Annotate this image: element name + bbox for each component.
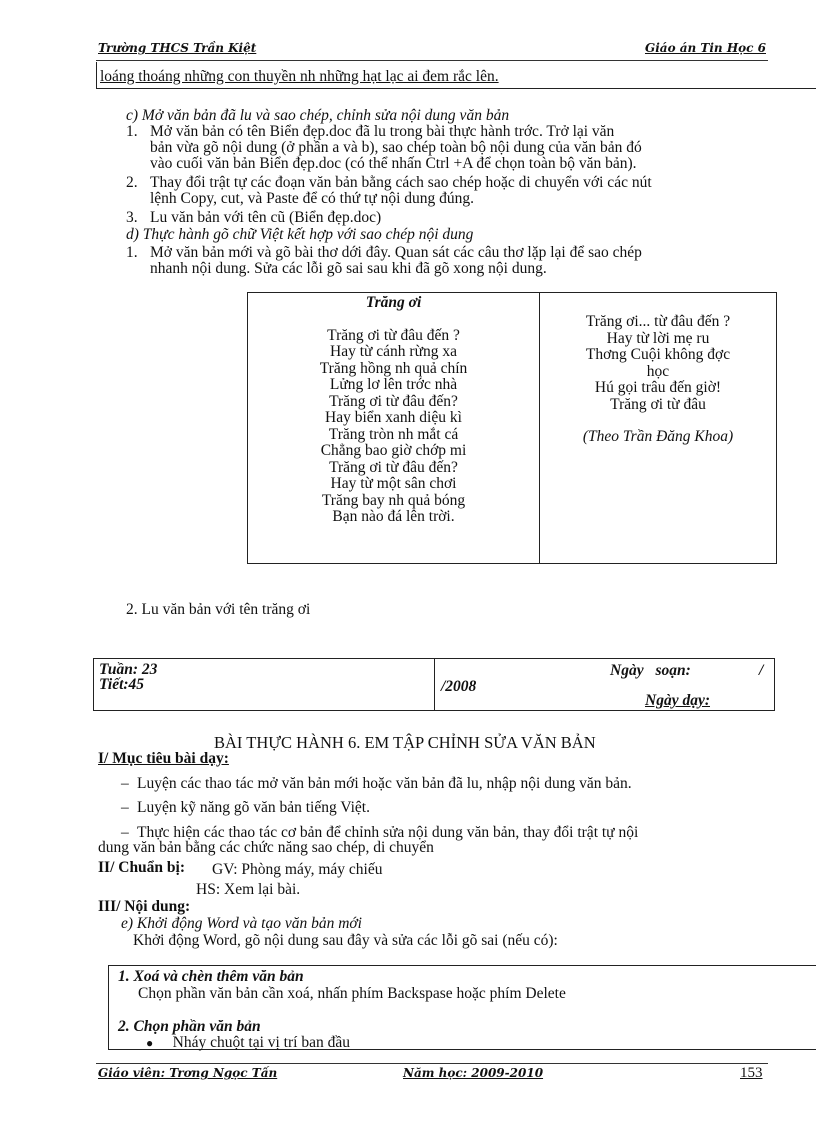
content-subheading: e) Khởi động Word và tạo văn bản mới — [121, 915, 362, 932]
lesson-info-divider — [434, 659, 435, 710]
section-c-item-2-num: 2. — [126, 174, 138, 191]
content-box-paragraph-1: Chọn phần văn bản cần xoá, nhấn phím Backspase hoặc phím Delete — [138, 985, 566, 1002]
poem-right-line: Hú gọi trâu đến giờ! — [594, 379, 722, 396]
poem-left-line: Trăng tròn nh mắt cá — [328, 425, 459, 443]
lesson-title: BÀI THỰC HÀNH 6. EM TẬP CHỈNH SỬA VĂN BẢN — [214, 733, 596, 752]
lesson-year: /2008 — [441, 678, 477, 695]
poem-left-line: Trăng ơi từ đâu đến ? — [327, 326, 460, 344]
content-heading: III/ Nội dung: — [98, 898, 191, 915]
poem-left-line: Chẳng bao giờ chớp mi — [320, 442, 467, 459]
content-box-heading-2: 2. Chọn phần văn bản — [118, 1018, 261, 1035]
save-instruction: 2. Lu văn bản với tên trăng ơi — [126, 601, 311, 618]
poem-left-line: Hay từ cánh rừng xa — [330, 343, 457, 360]
dash-icon: – — [121, 799, 129, 816]
poem-right-line: Thơng Cuội không đợc — [585, 346, 731, 363]
objective-continuation: dung văn bản bằng các chức năng sao chép, di chuyển — [98, 839, 434, 856]
poem-left-line: Lửng lơ lên trớc nhà — [329, 376, 458, 393]
poem-left-column — [248, 295, 539, 526]
section-d-item-1-num: 1. — [126, 244, 138, 261]
section-c-item-3-num: 3. — [126, 209, 138, 226]
poem-right-line: Hay từ lời mẹ ru — [606, 329, 710, 347]
preparation-student: HS: Xem lại bài. — [196, 881, 301, 898]
poem-author: (Theo Trần Đăng Khoa) — [582, 428, 734, 445]
lesson-prep-date: Ngày soạn: — [610, 662, 691, 679]
section-c-item-1-num: 1. — [126, 123, 138, 140]
poem-right-column — [540, 314, 776, 446]
poem-right-line: Trăng ơi từ đâu — [610, 395, 706, 413]
section-c-item-2-line-2: lệnh Copy, cut, và Paste để có thứ tự nội dung đúng. — [150, 190, 475, 207]
dash-icon: – — [121, 775, 129, 792]
content-intro: Khởi động Word, gõ nội dung sau đây và sửa các lỗi gõ sai (nếu có): — [133, 932, 558, 949]
dash-icon: – — [121, 824, 129, 841]
objectives-heading: I/ Mục tiêu bài dạy: — [98, 750, 229, 767]
lesson-info-table — [93, 658, 775, 711]
content-box — [108, 965, 816, 1050]
objective-item: – Luyện các thao tác mở văn bản mới hoặc văn bản đã lu, nhập nội dung văn bản. — [121, 775, 632, 792]
footer-page-number: 153 — [740, 1065, 763, 1081]
poem-right-line: Trăng ơi... từ đâu đến ? — [585, 313, 731, 330]
poem-left-line: Bạn nào đá lên trời. — [332, 508, 455, 525]
poem-right-line: học — [646, 362, 670, 380]
footer-teacher: Giáo viên: Trơng Ngọc Tấn — [98, 1066, 278, 1080]
section-c-item-1-line-2: bản vừa gõ nội dung (ở phần a và b), sao chép toàn bộ nội dung của văn bản đó — [150, 139, 642, 156]
lesson-teach-date: Ngày dạy: — [645, 692, 710, 709]
footer-rule — [96, 1063, 768, 1064]
section-d-item-1-line-1: Mở văn bản mới và gõ bài thơ dới đây. Quan sát các câu thơ lặp lại để sao chép — [150, 244, 642, 261]
top-line-text: loáng thoáng những con thuyền nh những hạt lạc ai đem rắc lên. — [100, 68, 499, 85]
lesson-week: Tuần: 23 — [99, 661, 158, 678]
poem-left-line: Trăng ơi từ đâu đến? — [329, 458, 458, 476]
poem-left-line: Trăng bay nh quả bóng — [321, 491, 466, 509]
section-c-item-3-line-1: Lu văn bản với tên cũ (Biển đẹp.doc) — [150, 209, 382, 226]
objective-item: – Thực hiện các thao tác cơ bản để chỉnh sửa nội dung văn bản, thay đổi trật tự nội — [121, 824, 639, 841]
lesson-period: Tiết:45 — [99, 676, 145, 693]
section-d-item-1-line-2: nhanh nội dung. Sửa các lỗi gõ sai sau khi đã gõ xong nội dung. — [150, 260, 547, 277]
poem-left-line: Trăng ơi từ đâu đến? — [329, 392, 458, 410]
content-box-heading-1: 1. Xoá và chèn thêm văn bản — [118, 968, 304, 985]
section-c-title: c) Mở văn bản đã lu và sao chép, chỉnh sửa nội dung văn bản — [126, 107, 510, 124]
poem-title: Trăng ơi — [365, 294, 422, 311]
section-c-item-2-line-1: Thay đổi trật tự các đoạn văn bản bằng cách sao chép hoặc di chuyển với các nút — [150, 174, 652, 191]
preparation-heading: II/ Chuẩn bị: — [98, 859, 186, 876]
section-c-item-1-line-1: Mở văn bản có tên Biển đẹp.doc đã lu trong bài thực hành trớc. Trở lại văn — [150, 123, 615, 140]
poem-left-line: Hay biển xanh diệu kì — [325, 409, 462, 426]
poem-left-line: Trăng hồng nh quả chín — [319, 359, 468, 377]
objective-item: – Luyện kỹ năng gõ văn bản tiếng Việt. — [121, 799, 370, 816]
section-d-title: d) Thực hành gõ chữ Việt kết hợp với sao chép nội dung — [126, 226, 474, 243]
header-rule — [96, 60, 768, 61]
header-school: Trường THCS Trần Kiệt — [98, 41, 257, 55]
header-subject: Giáo án Tin Học 6 — [644, 41, 766, 55]
preparation-teacher: GV: Phòng máy, máy chiếu — [212, 861, 383, 878]
section-c-item-1-line-3: vào cuối văn bản Biển đẹp.doc (có thể nhấn Ctrl +A để chọn toàn bộ văn bản). — [150, 155, 637, 172]
bullet-icon: ● — [146, 1036, 154, 1050]
poem-left-line: Hay từ một sân chơi — [330, 475, 457, 492]
content-box-bullet: ● Nháy chuột tại vị trí ban đầu — [146, 1034, 350, 1051]
top-line-box — [96, 62, 816, 89]
lesson-prep-slash: / — [759, 662, 764, 679]
poem-table — [247, 292, 777, 564]
footer-school-year: Năm học: 2009-2010 — [403, 1066, 544, 1080]
